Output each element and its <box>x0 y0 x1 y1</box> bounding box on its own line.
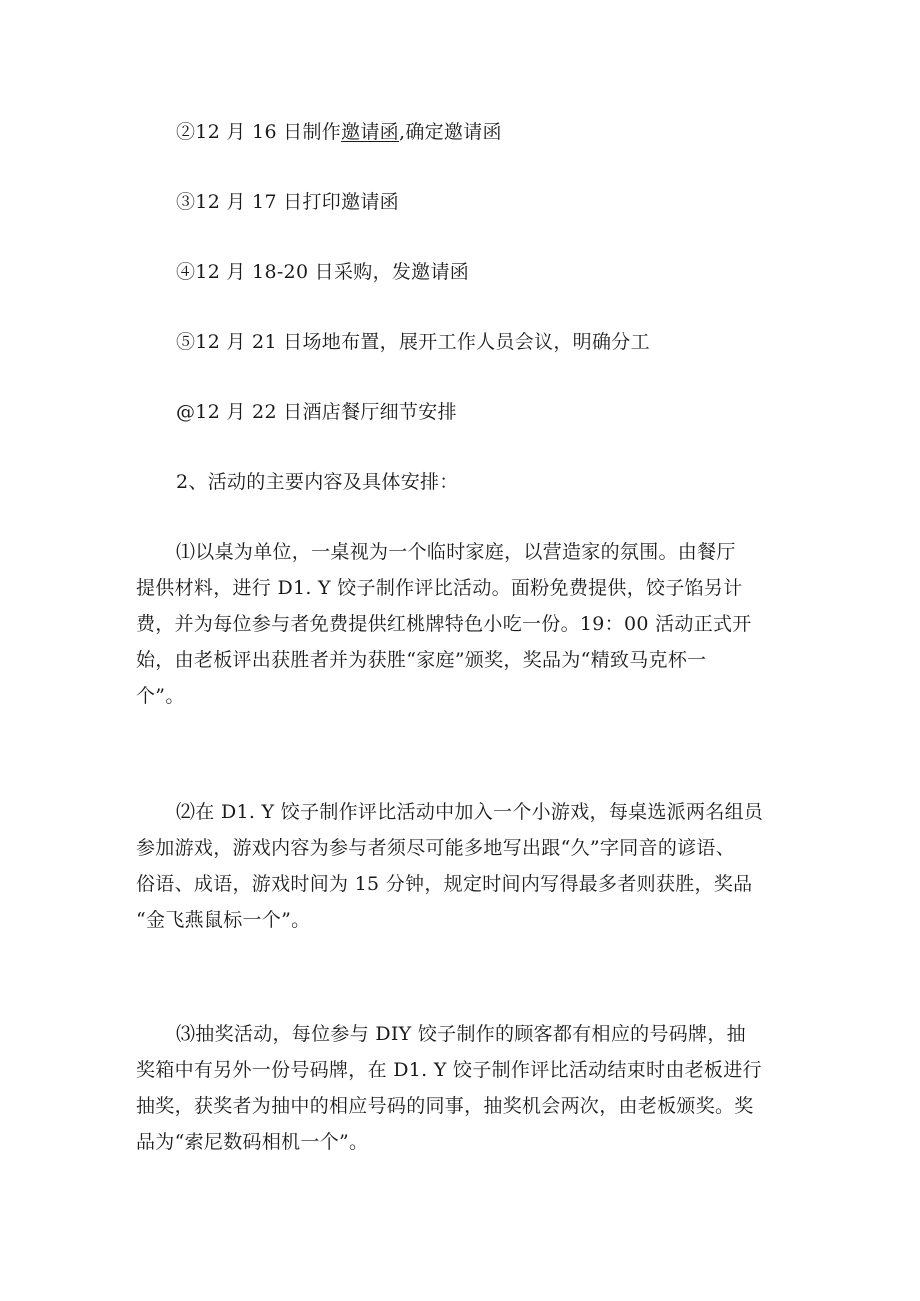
paragraph-2 <box>136 800 786 944</box>
paragraph-2-line: 俗语、成语，游戏时间为 15 分钟，规定时间内写得最多者则获胜，奖品 <box>136 873 753 895</box>
schedule-item-2-suffix: ,确定邀请函 <box>398 121 502 143</box>
paragraph-1 <box>136 540 786 720</box>
paragraph-1-line: ⑴以桌为单位，一桌视为一个临时家庭，以营造家的氛围。由餐厅 <box>176 541 736 563</box>
schedule-item-6: @12 月 22 日酒店餐厅细节安排 <box>176 401 457 423</box>
paragraph-1-line: 始，由老板评出获胜者并为获胜“家庭”颁奖，奖品为“精致马克杯一 <box>136 649 707 671</box>
schedule-item-5: ⑤12 月 21 日场地布置，展开工作人员会议，明确分工 <box>176 331 650 353</box>
schedule-item-4: ④12 月 18-20 日采购，发邀请函 <box>176 261 470 283</box>
section-heading: 2、活动的主要内容及具体安排： <box>176 471 459 493</box>
paragraph-3-line: 品为“索尼数码相机一个”。 <box>136 1131 369 1153</box>
paragraph-3-line: 奖箱中有另外一份号码牌，在 D1. Y 饺子制作评比活动结束时由老板进行 <box>136 1059 762 1081</box>
paragraph-2-line: “金飞燕鼠标一个”。 <box>136 909 311 931</box>
schedule-item-3: ③12 月 17 日打印邀请函 <box>176 191 399 213</box>
paragraph-3-line: ⑶抽奖活动，每位参与 DIY 饺子制作的顾客都有相应的号码牌，抽 <box>176 1023 746 1045</box>
schedule-item-2-prefix: ②12 月 16 日制作 <box>176 121 342 143</box>
paragraph-3 <box>136 1022 786 1166</box>
invitation-link[interactable]: 邀请函 <box>341 121 399 143</box>
paragraph-1-line: 提供材料，进行 D1. Y 饺子制作评比活动。面粉免费提供，饺子馅另计 <box>136 577 743 599</box>
paragraph-2-line: ⑵在 D1. Y 饺子制作评比活动中加入一个小游戏，每桌选派两名组员 <box>176 801 764 823</box>
paragraph-2-line: 参加游戏，游戏内容为参与者须尽可能多地写出跟“久”字同音的谚语、 <box>136 837 736 859</box>
paragraph-3-line: 抽奖，获奖者为抽中的相应号码的同事，抽奖机会两次，由老板颁奖。奖 <box>136 1095 754 1117</box>
paragraph-1-line: 费，并为每位参与者免费提供红桃牌特色小吃一份。19：00 活动正式开 <box>136 613 752 635</box>
schedule-item-2 <box>176 120 502 144</box>
paragraph-1-line: 个”。 <box>136 685 185 707</box>
